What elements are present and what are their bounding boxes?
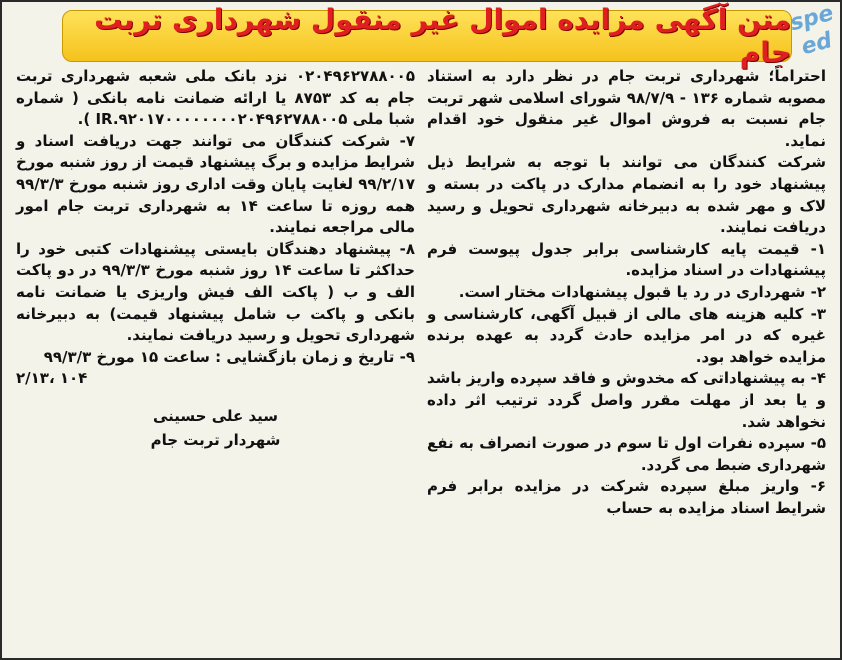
signature-block bbox=[16, 404, 415, 452]
clause-4: ۴- به پیشنهاداتی که مخدوش و فاقد سپرده واریز باشد و یا بعد از مهلت مقرر واصل گردد ترتیب اثر داده نخواهد شد. bbox=[427, 369, 826, 431]
signature-name: سید علی حسینی bbox=[152, 406, 279, 425]
clause-8: ۸- پیشنهاد دهندگان بایستی پیشنهادات کتبی خود را حداکثر تا ساعت ۱۴ روز شنبه مورخ ۹۹/۳/۳ در دو پاکت الف و ب ( پاکت الف فیش واریزی یا ضمانت نامه بانکی و پاکت ب شامل پیشنهاد قیمت) به دبیرخانه شهرداری تحویل و رسید دریافت نمایند. bbox=[16, 239, 415, 345]
clause-5: ۵- سپرده نفرات اول تا سوم در صورت انصراف به نفع شهرداری ضبط می گردد. bbox=[427, 434, 826, 474]
title-banner bbox=[62, 3, 792, 69]
ad-body bbox=[10, 66, 832, 652]
intro-paragraph: احتراماً؛ شهرداری تربت جام در نظر دارد به استناد مصوبه شماره ۱۳۶ - ۹۸/۷/۹ شورای اسلامی شهر تربت جام نسبت به فروش اموال غیر منقول خود اقدام نماید. bbox=[427, 67, 826, 150]
signature-title: شهردار تربت جام bbox=[150, 430, 281, 449]
clause-3: ۳- کلیه هزینه های مالی از قبیل آگهی، کارشناسی و غیره که در امر مزایده حادث گردد به عهده برنده مزایده خواهد بود. bbox=[427, 304, 826, 366]
newspaper-logo-icon: spe ed bbox=[787, 0, 837, 61]
conditions-paragraph: شرکت کنندگان می توانند با توجه به شرایط ذیل پیشنهاد خود را به انضمام مدارک در پاکت در بسته و لاک و مهر شده به دبیرخانه شهرداری تحویل و رسید دریافت نمایند. bbox=[427, 153, 826, 237]
left-column bbox=[10, 66, 421, 652]
clause-2: ۲- شهرداری در رد یا قبول پیشنهادات مختار است. bbox=[458, 282, 826, 301]
right-column bbox=[421, 66, 832, 652]
clause-1: ۱- قیمت پایه کارشناسی برابر جدول پیوست فرم پیشنهادات در اسناد مزایده. bbox=[427, 239, 826, 280]
account-paragraph: ۰۲۰۴۹۶۲۷۸۸۰۰۵ نزد بانک ملی شعبه شهرداری تربت جام به کد ۸۷۵۳ یا ارائه ضمانت نامه بانکی ( شماره شبا ملی IR.۹۲۰۱۷۰۰۰۰۰۰۰۰۲۰۴۹۶۲۷۸۸۰۰۵ ). bbox=[16, 67, 415, 129]
page-title: متن آگهی مزایده اموال غیر منقول شهرداری تربت جام bbox=[94, 3, 791, 69]
clause-9: ۹- تاریخ و زمان بازگشایی : ساعت ۱۵ مورخ ۹۹/۳/۳ bbox=[43, 347, 415, 366]
clause-6: ۶- واریز مبلغ سپرده شرکت در مزایده برابر فرم شرایط اسناد مزایده به حساب bbox=[427, 477, 826, 517]
clause-7: ۷- شرکت کنندگان می توانند جهت دریافت اسناد و شرایط مزایده و برگ پیشنهاد قیمت از روز شنبه مورخ ۹۹/۲/۱۷ لغایت پایان وقت اداری روز شنبه مورخ ۹۹/۳/۳ همه روزه تا ساعت ۱۴ به شهرداری تربت جام امور مالی مراجعه نمایند. bbox=[16, 131, 415, 237]
reference-number: ۲/۱۳، ۱۰۴ bbox=[16, 369, 88, 388]
